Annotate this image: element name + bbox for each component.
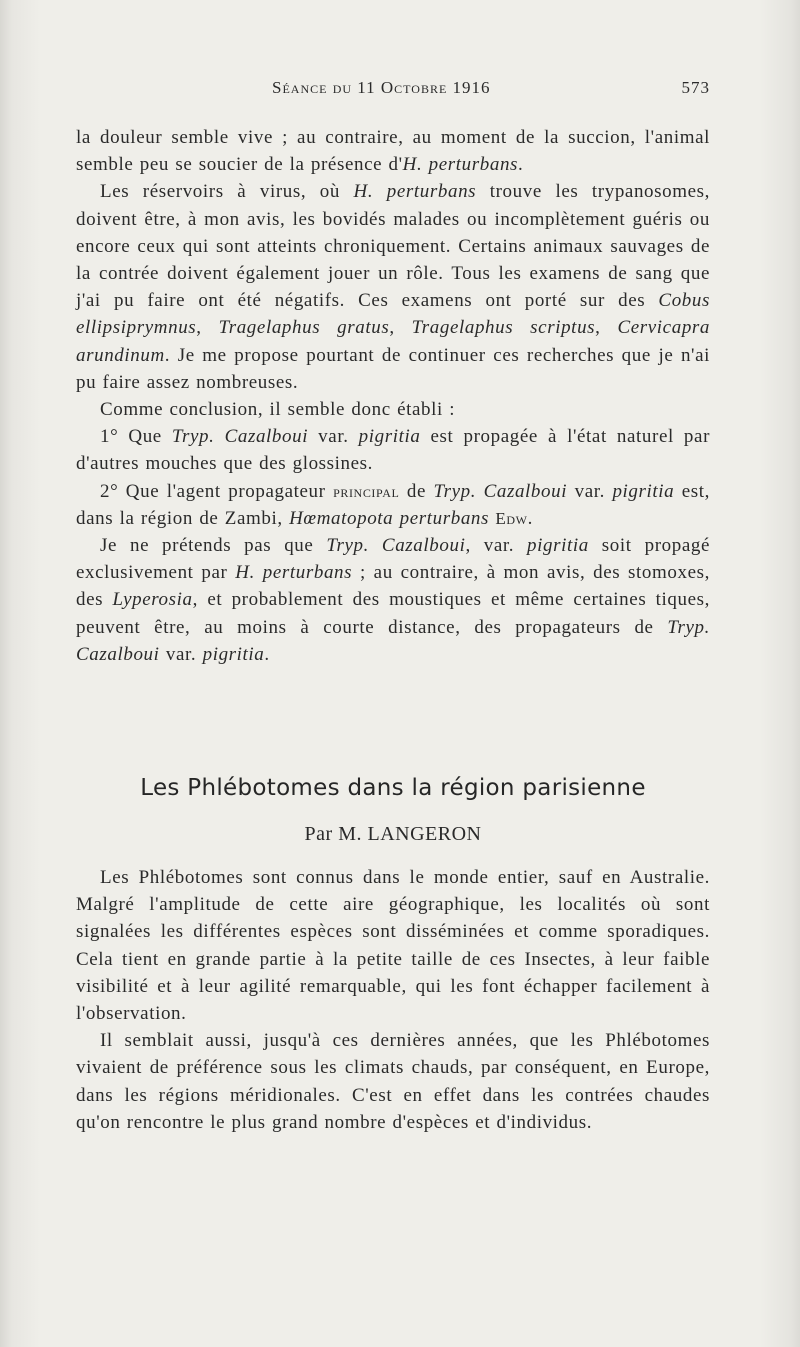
page-number: 573 — [681, 78, 710, 97]
running-title: Séance du 11 Octobre 1916 — [272, 78, 491, 97]
paragraph: Comme conclusion, il semble donc établi : — [100, 399, 456, 421]
paragraph: la douleur semble vive ; au contraire, au moment de la succion, l'animal semble peu se soucier de la présence d'H. perturbans. — [76, 127, 710, 176]
paragraph: Je ne prétends pas que Tryp. Cazalboui, var. pigritia soit propagé exclusivement par H. perturbans ; au contraire, à mon avis, des stomoxes, des Lyperosia, et probablement des moustiques et même certaines tiques, peuvent être, au moins à courte distance, des propagateurs de Tryp. Cazalboui var. pigritia. — [76, 535, 710, 665]
article-title: Les Phlébotomes dans la région parisienne — [140, 775, 646, 801]
conclusion-item: 2° Que l'agent propagateur principal de Tryp. Cazalboui var. pigritia est, dans la région de Zambi, Hœmatopota perturbans Edw. — [76, 480, 710, 529]
paragraph: Les Phlébotomes sont connus dans le monde entier, sauf en Australie. Malgré l'amplitude de cette aire géographique, les localités où sont signalées les différentes espèces sont disséminées et comme sporadiques. Cela tient en grande partie à la petite taille de ces Insectes, à leur faible visibilité et à leur agilité remarquable, qui les font échapper facilement à l'observation. — [76, 867, 710, 1025]
running-header — [76, 78, 710, 104]
article-body — [76, 864, 710, 1136]
conclusion-item: 1° Que Tryp. Cazalboui var. pigritia est propagée à l'état naturel par d'autres mouches que des glossines. — [76, 426, 710, 475]
article-author: Par M. LANGERON — [304, 823, 482, 845]
previous-article-text — [76, 124, 710, 668]
paragraph: Il semblait aussi, jusqu'à ces dernières années, que les Phlébotomes vivaient de préférence sous les climats chauds, par conséquent, en Europe, dans les régions méridionales. C'est en effet dans les contrées chaudes qu'on rencontre le plus grand nombre d'espèces et d'individus. — [76, 1030, 710, 1133]
paragraph: Les réservoirs à virus, où H. perturbans trouve les trypanosomes, doivent être, à mon avis, les bovidés malades ou incomplètement guéris ou encore ceux qui sont atteints chroniquement. Certains animaux sauvages de la contrée doivent également jouer un rôle. Tous les examens de sang que j'ai pu faire ont été négatifs. Ces examens ont porté sur des Cobus ellipsiprymnus, Tragelaphus gratus, Tragelaphus scriptus, Cervicapra arundinum. Je me propose pourtant de continuer ces recherches que je n'ai pu faire assez nombreuses. — [76, 181, 711, 393]
